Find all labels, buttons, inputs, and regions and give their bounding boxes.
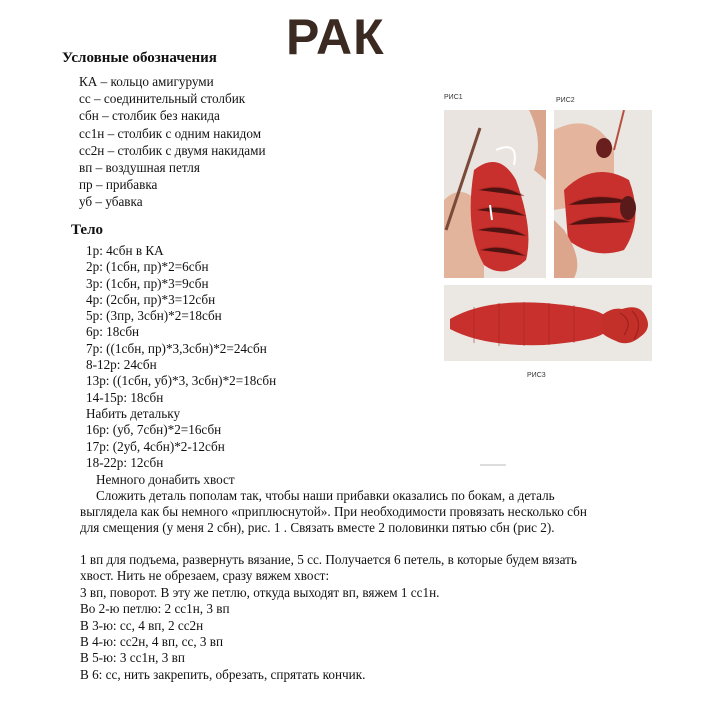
- legend-item: сс1н – столбик с одним накидом: [79, 125, 262, 141]
- tail-instruction: В 4-ю: сс2н, 4 вп, сс, 3 вп: [80, 634, 224, 650]
- tail-instruction: В 5-ю: 3 сс1н, 3 вп: [80, 650, 185, 666]
- legend-item: уб – убавка: [79, 194, 143, 210]
- divider: [480, 464, 506, 466]
- legend-heading: Условные обозначения: [62, 50, 217, 66]
- row-instruction: 3р: (1сбн, пр)*3=9сбн: [86, 275, 209, 291]
- figure-3-caption: РИС3: [527, 372, 546, 379]
- row-instruction: Набить детальку: [86, 405, 181, 421]
- row-instruction: 6р: 18сбн: [86, 324, 140, 340]
- body-rows: [86, 243, 276, 471]
- page-title: РАК: [286, 9, 385, 65]
- row-instruction: 18-22р: 12сбн: [86, 454, 164, 470]
- row-instruction: 4р: (2сбн, пр)*3=12сбн: [86, 291, 216, 307]
- row-instruction: 13р: ((1сбн, уб)*3, 3сбн)*2=18сбн: [86, 373, 277, 389]
- body-heading: Тело: [71, 222, 104, 238]
- row-instruction: 5р: (3пр, 3сбн)*2=18сбн: [86, 308, 222, 324]
- figure-2-caption: РИС2: [556, 97, 575, 104]
- legend-item: сбн – столбик без накида: [79, 108, 220, 124]
- legend-item: сс – соединительный столбик: [79, 91, 246, 107]
- row-instruction: 16р: (уб, 7сбн)*2=16сбн: [86, 422, 222, 438]
- legend-item: вп – воздушная петля: [79, 160, 200, 176]
- row-instruction: 17р: (2уб, 4сбн)*2-12сбн: [86, 438, 225, 454]
- tail-instruction: Во 2-ю петлю: 2 сс1н, 3 вп: [80, 601, 230, 617]
- tail-instruction: 1 вп для подъема, развернуть вязание, 5 сс. Получается 6 петель, в которые будем вязать хвост. Нить не обрезаем, сразу вяжем хвост:: [80, 552, 577, 584]
- tail-paragraph: Сложить деталь пополам так, чтобы наши прибавки оказались по бокам, а деталь выглядела как бы немного «приплюснутой». При необходимости провязать несколько сбн для смещения (у меня 2 сбн), рис. 1 . Связать вместе 2 половинки пятью сбн (рис 2).: [80, 488, 587, 536]
- crochet-photo-3-icon: [444, 285, 652, 361]
- tail-instruction: 3 вп, поворот. В эту же петлю, откуда выходят вп, вяжем 1 сс1н.: [80, 584, 440, 600]
- tail-instruction: В 6: сс, нить закрепить, обрезать, спрятать кончик.: [80, 666, 366, 682]
- row-instruction: 2р: (1сбн, пр)*2=6сбн: [86, 259, 209, 275]
- tail-rows: [80, 552, 600, 683]
- tail-instruction: В 3-ю: сс, 4 вп, 2 сс2н: [80, 617, 204, 633]
- legend-item: КА – кольцо амигуруми: [79, 74, 214, 89]
- legend-list: [79, 73, 266, 211]
- tail-heading: Немного донабить хвост: [96, 472, 235, 487]
- row-instruction: 8-12р: 24сбн: [86, 357, 157, 373]
- row-instruction: 7р: ((1сбн, пр)*3,3сбн)*2=24сбн: [86, 340, 267, 356]
- crochet-photo-1-icon: [444, 110, 546, 278]
- crochet-photo-2-icon: [554, 110, 652, 278]
- legend-item: пр – прибавка: [79, 177, 158, 193]
- figure-1-caption: РИС1: [444, 94, 463, 101]
- row-instruction: 1р: 4сбн в КА: [86, 243, 164, 258]
- row-instruction: 14-15р: 18сбн: [86, 389, 164, 405]
- legend-item: сс2н – столбик с двумя накидами: [79, 142, 266, 158]
